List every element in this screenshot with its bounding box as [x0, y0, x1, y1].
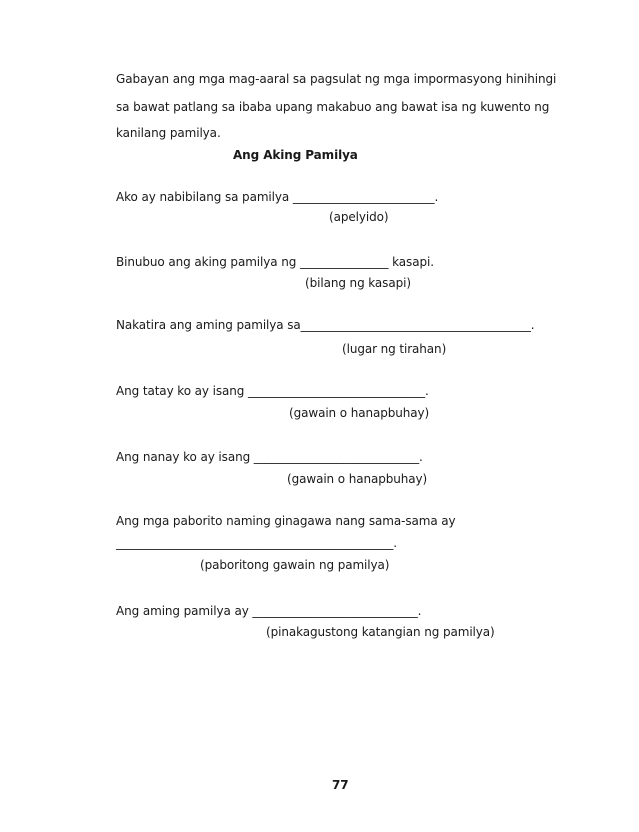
item-address-hint: (lugar ng tirahan)	[342, 342, 447, 356]
item-activity-hint: (paboritong gawain ng pamilya)	[200, 558, 390, 572]
item-members-line: Binubuo ang aking pamilya ng _______________ kasapi.	[116, 255, 434, 269]
item-mother-hint: (gawain o hanapbuhay)	[287, 472, 428, 486]
item-members-hint: (bilang ng kasapi)	[305, 276, 411, 290]
item-surname-line: Ako ay nabibilang sa pamilya ________________________.	[116, 190, 439, 204]
intro-line-1: Gabayan ang mga mag-aaral sa pagsulat ng mga impormasyong hinihingi	[116, 72, 557, 86]
item-mother-line: Ang nanay ko ay isang ____________________________.	[116, 450, 423, 464]
item-activity-line: Ang mga paborito naming ginagawa nang sama-sama ay	[116, 514, 456, 528]
page-title: Ang Aking Pamilya	[233, 148, 358, 162]
page-number: 77	[332, 778, 349, 792]
intro-line-2: sa bawat patlang sa ibaba upang makabuo ang bawat isa ng kuwento ng	[116, 100, 550, 114]
intro-line-3: kanilang pamilya.	[116, 126, 221, 140]
item-surname-hint: (apelyido)	[329, 210, 389, 224]
item-trait-line: Ang aming pamilya ay ____________________________.	[116, 604, 422, 618]
item-activity-blank: _______________________________________________.	[116, 536, 398, 550]
item-trait-hint: (pinakagustong katangian ng pamilya)	[266, 625, 495, 639]
item-father-hint: (gawain o hanapbuhay)	[289, 406, 430, 420]
item-father-line: Ang tatay ko ay isang ______________________________.	[116, 384, 429, 398]
item-address-line: Nakatira ang aming pamilya sa_______________________________________.	[116, 318, 535, 332]
